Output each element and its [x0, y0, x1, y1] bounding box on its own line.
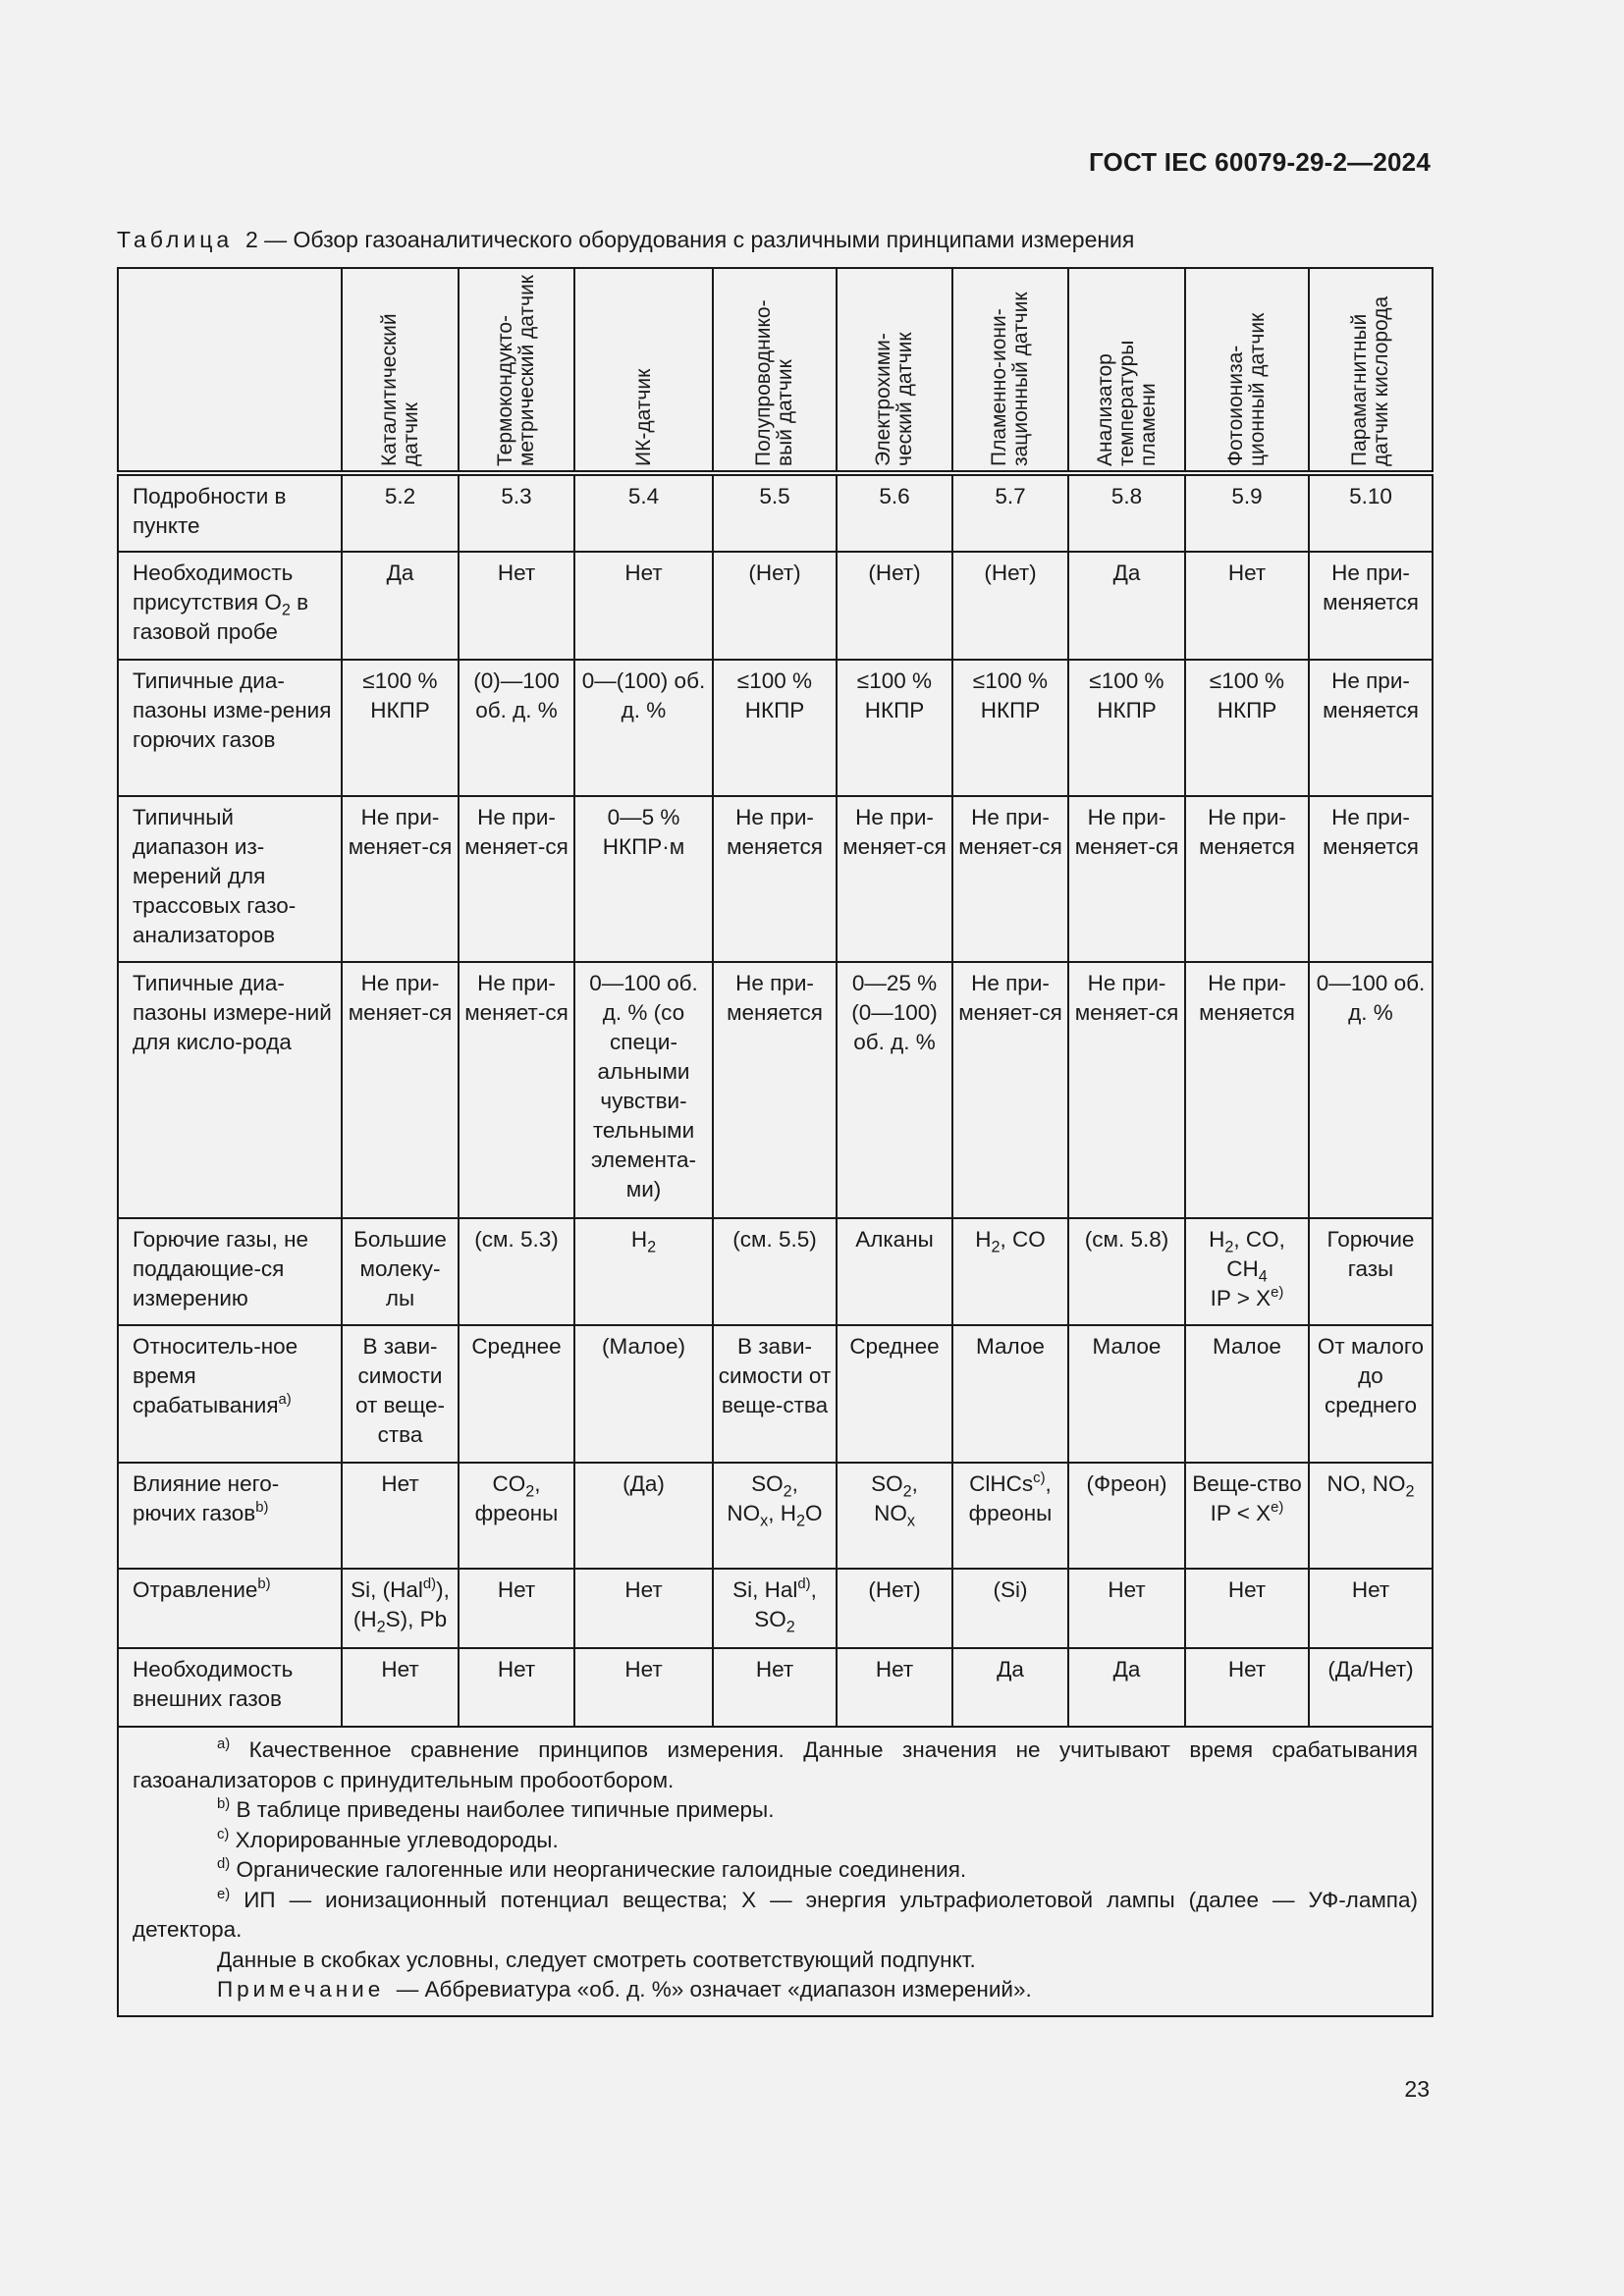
table-title-label: Таблица	[117, 227, 234, 252]
footnote-mark: d)	[217, 1856, 231, 1873]
row-header: Подробности в пункте	[118, 473, 342, 552]
table-row	[118, 1569, 1433, 1648]
cell-part: ClHCs	[969, 1471, 1034, 1496]
table-cell: Да	[1068, 552, 1185, 660]
table-cell: 5.9	[1185, 473, 1309, 552]
table-cell: Не при-меняет-ся	[342, 796, 459, 962]
table-cell: 5.8	[1068, 473, 1185, 552]
superscript: e)	[1271, 1500, 1284, 1517]
table-cell: Не при-меняет-ся	[459, 796, 574, 962]
table-cell: Не при-меняет-ся	[459, 962, 574, 1218]
table-cell: Не при-меняется	[1185, 962, 1309, 1218]
table-cell: От малого до среднего	[1309, 1325, 1433, 1463]
cell-part: SO	[754, 1607, 786, 1631]
table-cell: Нет	[1068, 1569, 1185, 1648]
table-cell: Среднее	[837, 1325, 952, 1463]
column-header-text: ИК-датчик	[631, 368, 655, 466]
table-row	[118, 1648, 1433, 1727]
table-cell: (см. 5.3)	[459, 1218, 574, 1325]
footnote-mark: e)	[217, 1886, 231, 1902]
table-cell: Нет	[342, 1463, 459, 1569]
table-cell: Да	[1068, 1648, 1185, 1727]
table-cell: 0—25 % (0—100) об. д. %	[837, 962, 952, 1218]
column-header	[1185, 268, 1309, 473]
superscript: e)	[1271, 1285, 1284, 1302]
table-cell	[459, 1463, 574, 1569]
row-header	[118, 552, 342, 660]
table-cell: Малое	[1185, 1325, 1309, 1463]
table-cell: Среднее	[459, 1325, 574, 1463]
table-row	[118, 552, 1433, 660]
cell-part: ,	[534, 1471, 541, 1496]
table-cell	[1185, 1463, 1309, 1569]
table-cell: 0—5 % НКПР·м	[574, 796, 713, 962]
table-cell: 5.2	[342, 473, 459, 552]
table-cell	[713, 1463, 837, 1569]
row-header: Необходимость внешних газов	[118, 1648, 342, 1727]
table-cell: 5.6	[837, 473, 952, 552]
table-cell: Не при-меняется	[713, 962, 837, 1218]
superscript: b)	[255, 1500, 269, 1517]
table-cell: Не при-меняет-ся	[952, 962, 1068, 1218]
table-cell	[837, 1463, 952, 1569]
cell-part: H	[975, 1227, 992, 1252]
cell-part: SO	[751, 1471, 784, 1496]
cell-part: S), Pb	[385, 1607, 448, 1631]
table-cell: Малое	[952, 1325, 1068, 1463]
table-cell: Большие молеку-лы	[342, 1218, 459, 1325]
header-corner	[118, 268, 342, 473]
subscript: 2	[991, 1238, 1001, 1256]
subscript: x	[906, 1512, 915, 1530]
column-header	[574, 268, 713, 473]
footnote-mark: b)	[217, 1796, 231, 1813]
table-cell: Нет	[713, 1648, 837, 1727]
note-text: — Аббревиатура «об. д. %» означает «диапазон измерений».	[396, 1977, 1032, 2002]
brackets-note: Данные в скобках условны, следует смотреть соответствующий подпункт.	[217, 1947, 976, 1972]
cell-part: фреоны	[474, 1501, 559, 1525]
table-title	[117, 227, 1134, 253]
cell-part: H	[630, 1227, 648, 1252]
table-cell: (Фреон)	[1068, 1463, 1185, 1569]
table-row	[118, 1325, 1433, 1463]
table-cell: Нет	[574, 1648, 713, 1727]
cell-part: ,	[911, 1471, 918, 1496]
table-cell: В зави-симости от веще-ства	[713, 1325, 837, 1463]
table-cell: Да	[342, 552, 459, 660]
column-header	[837, 268, 952, 473]
cell-part: Веще-ство	[1192, 1471, 1302, 1496]
table-cell: Не при-меняет-ся	[342, 962, 459, 1218]
row-header-part: в газовой пробе	[133, 590, 309, 644]
row-header	[118, 1463, 342, 1569]
table-cell: Нет	[459, 1648, 574, 1727]
column-header	[713, 268, 837, 473]
table-cell: Нет	[1309, 1569, 1433, 1648]
comparison-table	[117, 267, 1434, 2017]
row-header: Типичные диа-пазоны изме-рения горючих газов	[118, 660, 342, 796]
subscript: 2	[281, 601, 291, 619]
table-cell	[713, 1569, 837, 1648]
footnote-text: Качественное сравнение принципов измерения. Данные значения не учитывают время срабатывания газоанализаторов с принудительным пробоотбором.	[133, 1737, 1418, 1792]
table-cell: (Нет)	[713, 552, 837, 660]
cell-part: , H	[768, 1501, 797, 1525]
cell-part: H	[1209, 1227, 1225, 1252]
subscript: 2	[783, 1482, 792, 1501]
column-header-text: Термокондукто-метрический датчик	[494, 274, 538, 466]
table-cell: 5.4	[574, 473, 713, 552]
table-row	[118, 1218, 1433, 1325]
column-header	[1068, 268, 1185, 473]
table-cell: ≤100 % НКПР	[1068, 660, 1185, 796]
cell-part: ),	[436, 1577, 450, 1602]
cell-part: CO	[492, 1471, 526, 1496]
footnote-text: ИП — ионизационный потенциал вещества; X — энергия ультрафиолетовой лампы (далее — УФ-лампа) детектора.	[133, 1887, 1418, 1942]
table-cell	[574, 1218, 713, 1325]
table-cell: Не при-меняется	[1185, 796, 1309, 962]
table-cell: Нет	[459, 1569, 574, 1648]
document-code: ГОСТ IEC 60079-29-2—2024	[1088, 147, 1431, 177]
row-header: Горючие газы, не поддающие-ся измерению	[118, 1218, 342, 1325]
table-cell: Алканы	[837, 1218, 952, 1325]
table-title-text: 2 — Обзор газоаналитического оборудования с различными принципами измерения	[244, 227, 1135, 252]
table-cell: (Малое)	[574, 1325, 713, 1463]
table-cell: ≤100 % НКПР	[837, 660, 952, 796]
subscript: 2	[796, 1512, 806, 1530]
table-cell: (0)—100 об. д. %	[459, 660, 574, 796]
row-header-part: Необходимость присутствия O	[133, 561, 294, 614]
column-header-text: Парамагнитный датчик кислорода	[1348, 295, 1392, 466]
footnote-mark: a)	[217, 1736, 231, 1753]
header-row	[118, 268, 1433, 473]
cell-part: SO	[871, 1471, 903, 1496]
table-cell: (Да)	[574, 1463, 713, 1569]
table-cell: Горючие газы	[1309, 1218, 1433, 1325]
column-header-text: Пламенно-иони-зационный датчик	[988, 291, 1032, 466]
subscript: 2	[1224, 1238, 1234, 1256]
cell-part: ,	[1045, 1471, 1052, 1496]
subscript: 2	[647, 1238, 657, 1256]
footnote-text: Хлорированные углеводороды.	[235, 1827, 559, 1852]
column-header-text: Фотоиониза-ционный датчик	[1224, 312, 1269, 466]
column-header	[459, 268, 574, 473]
table-cell: ≤100 % НКПР	[342, 660, 459, 796]
page-number: 23	[1404, 2076, 1430, 2102]
column-header-text: Полупроводнико-вый датчик	[752, 298, 796, 466]
table-cell: Нет	[837, 1648, 952, 1727]
table-cell: Нет	[1185, 552, 1309, 660]
table-row	[118, 660, 1433, 796]
cell-part: Si, Hal	[732, 1577, 798, 1602]
superscript: d)	[797, 1576, 811, 1593]
table-row	[118, 796, 1433, 962]
footnote-a	[133, 1735, 1418, 1795]
footnotes	[118, 1727, 1433, 2016]
row-header-part: Относитель-ное время срабатывания	[133, 1334, 298, 1417]
footnote-e	[133, 1886, 1418, 1946]
table-cell: Нет	[459, 552, 574, 660]
table-cell: Не при-меняется	[1309, 552, 1433, 660]
cell-part: , CO,	[1233, 1227, 1285, 1252]
table-cell: Не при-меняется	[1309, 796, 1433, 962]
column-header	[342, 268, 459, 473]
table-cell: ≤100 % НКПР	[1185, 660, 1309, 796]
subscript: 2	[525, 1482, 535, 1501]
subscript: 2	[1405, 1482, 1415, 1501]
table-cell: (см. 5.8)	[1068, 1218, 1185, 1325]
table-cell: (Нет)	[952, 552, 1068, 660]
table-cell: 0—100 об. д. % (со специ-альными чувстви-тельными элемента-ми)	[574, 962, 713, 1218]
footnote-text: В таблице приведены наиболее типичные примеры.	[236, 1797, 775, 1822]
column-header	[1309, 268, 1433, 473]
table-cell: 0—100 об. д. %	[1309, 962, 1433, 1218]
column-header-text: Анализатор температуры пламени	[1093, 340, 1160, 466]
row-header: Типичный диапазон из-мерений для трассовых газо-анализаторов	[118, 796, 342, 962]
row-header	[118, 1325, 342, 1463]
table-cell: В зави-симости от веще-ства	[342, 1325, 459, 1463]
table-row	[118, 473, 1433, 552]
subscript: x	[760, 1512, 769, 1530]
row-header-part: Отравление	[133, 1577, 258, 1602]
table-cell: Нет	[1185, 1648, 1309, 1727]
table-row	[118, 1463, 1433, 1569]
table-cell: Нет	[574, 552, 713, 660]
table-cell: 0—(100) об. д. %	[574, 660, 713, 796]
table-cell: Не при-меняет-ся	[1068, 796, 1185, 962]
table-cell: (Si)	[952, 1569, 1068, 1648]
cell-part: Si, (Hal	[351, 1577, 423, 1602]
table-cell: Не при-меняется	[1309, 660, 1433, 796]
cell-part: NO	[727, 1501, 761, 1525]
table-cell: (см. 5.5)	[713, 1218, 837, 1325]
superscript: a)	[278, 1392, 292, 1409]
table-cell: Не при-меняет-ся	[952, 796, 1068, 962]
table-cell	[1309, 1463, 1433, 1569]
table-cell: ≤100 % НКПР	[713, 660, 837, 796]
cell-part: CH	[1226, 1256, 1259, 1281]
row-header: Типичные диа-пазоны измере-ний для кисло-рода	[118, 962, 342, 1218]
subscript: 2	[376, 1618, 386, 1636]
row-header	[118, 1569, 342, 1648]
footnotes-row	[118, 1727, 1433, 2016]
column-header-text: Электрохими-ческий датчик	[872, 331, 916, 466]
table-cell: 5.3	[459, 473, 574, 552]
table-cell: Нет	[574, 1569, 713, 1648]
cell-part: ,	[810, 1577, 817, 1602]
table-cell	[952, 1463, 1068, 1569]
row-header-part: Влияние него-рючих газов	[133, 1471, 280, 1525]
table-cell: Нет	[342, 1648, 459, 1727]
column-header	[952, 268, 1068, 473]
note-label: Примечание	[217, 1977, 385, 2002]
superscript: b)	[257, 1576, 271, 1593]
table-cell: Не при-меняет-ся	[1068, 962, 1185, 1218]
subscript: 2	[902, 1482, 912, 1501]
footnote-d	[133, 1855, 1418, 1886]
table-cell: Не при-меняется	[713, 796, 837, 962]
cell-part: , CO	[1000, 1227, 1046, 1252]
table-cell: ≤100 % НКПР	[952, 660, 1068, 796]
cell-part: NO, NO	[1326, 1471, 1406, 1496]
table-cell: 5.7	[952, 473, 1068, 552]
table-cell	[952, 1218, 1068, 1325]
footnote-b	[133, 1795, 1418, 1826]
superscript: c)	[1033, 1470, 1046, 1487]
table-cell: (Нет)	[837, 552, 952, 660]
table-cell	[342, 1569, 459, 1648]
subscript: 4	[1258, 1267, 1268, 1286]
table-cell: 5.10	[1309, 473, 1433, 552]
subscript: 2	[785, 1618, 795, 1636]
table-cell: Да	[952, 1648, 1068, 1727]
cell-part: фреоны	[968, 1501, 1053, 1525]
table-cell	[1185, 1218, 1309, 1325]
cell-part: IP < X	[1210, 1501, 1272, 1525]
table-cell: 5.5	[713, 473, 837, 552]
footnote-mark: c)	[217, 1826, 230, 1842]
table-cell: (Нет)	[837, 1569, 952, 1648]
table-cell: Нет	[1185, 1569, 1309, 1648]
footnote-c	[133, 1826, 1418, 1856]
cell-part: IP > X	[1210, 1286, 1272, 1310]
table-row	[118, 962, 1433, 1218]
table-cell: Не при-меняет-ся	[837, 796, 952, 962]
footnote-text: Органические галогенные или неорганические галоидные соединения.	[236, 1857, 967, 1882]
table-cell: Малое	[1068, 1325, 1185, 1463]
cell-part: (H	[352, 1607, 377, 1631]
superscript: d)	[422, 1576, 437, 1593]
column-header-text: Каталитический датчик	[377, 312, 422, 466]
abbreviation-note	[133, 1975, 1418, 2005]
cell-part: O	[805, 1501, 823, 1525]
cell-part: ,	[791, 1471, 798, 1496]
cell-part: NO	[874, 1501, 907, 1525]
table-cell: (Да/Нет)	[1309, 1648, 1433, 1727]
